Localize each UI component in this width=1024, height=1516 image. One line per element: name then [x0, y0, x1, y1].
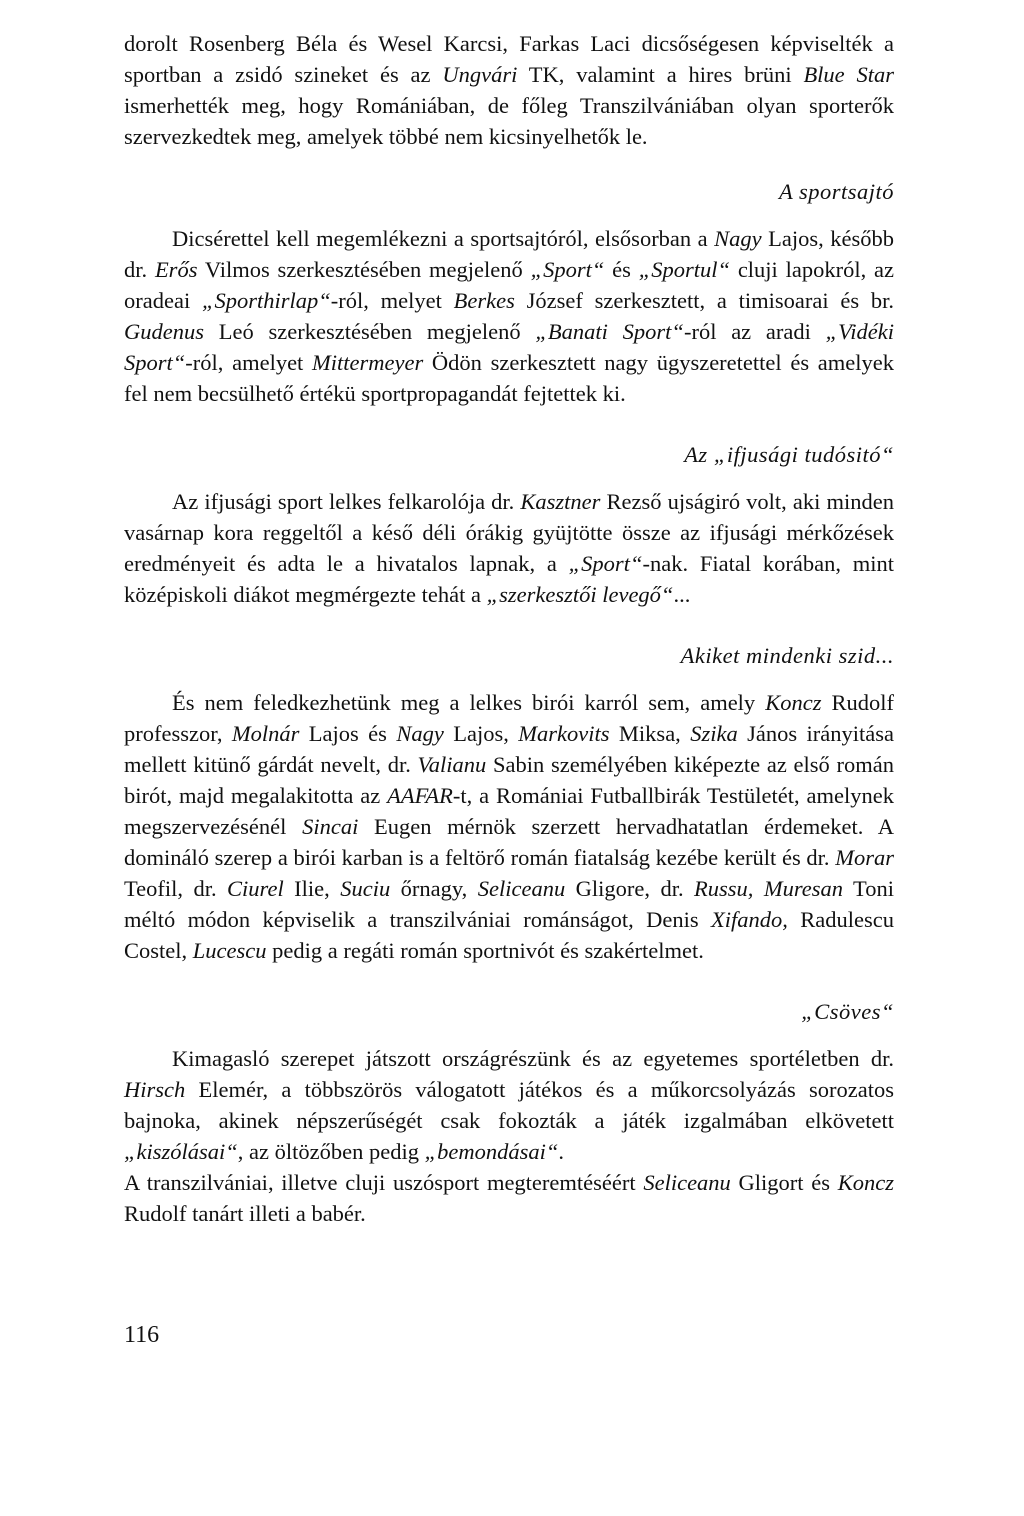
text-run: Nagy	[396, 721, 444, 746]
text-run: „Sport“	[530, 257, 605, 282]
text-run: Ungvári	[442, 62, 518, 87]
text-run: Elemér, a többszörös válogatott játékos és a műkorcsolyázás sorozatos bajnoka, akinek népszerűségét csak fokozták a játék izgalmában elkövetett	[124, 1077, 894, 1133]
text-run: „szerkesztői levegő“	[486, 582, 674, 607]
text-run: cluji lapokról, az oradeai	[124, 257, 894, 313]
text-run: Koncz	[765, 690, 822, 715]
page-number: 116	[124, 1322, 160, 1348]
text-run: Gudenus	[124, 319, 204, 344]
section-heading-ifjusagi-tudosito: Az „ifjusági tudósitó“	[684, 442, 894, 467]
text-run: és	[604, 257, 639, 282]
text-run: Ciurel	[227, 876, 284, 901]
text-run: A transzilvániai, illetve cluji uszósport megteremtéséért	[124, 1170, 644, 1195]
text-run: Sabin személyében kiképezte az első román birót, majd megalakitotta az	[124, 752, 894, 808]
text-run: Dicsérettel kell megemlékezni a sportsajtóról, elsősorban a	[172, 226, 715, 251]
text-run: Lajos,	[443, 721, 519, 746]
text-run: Seliceanu	[643, 1170, 731, 1195]
text-run: „bemondásai“	[424, 1139, 559, 1164]
text-run: ismerhették meg, hogy Romániában, de főleg Transzilvániában olyan sporterők szervezkedtek meg, amelyek többé nem kicsinyelhetők le.	[124, 93, 894, 149]
text-run: Gligort és	[730, 1170, 838, 1195]
text-run: „kiszólásai“	[124, 1139, 238, 1164]
text-run: dorolt Rosenberg Béla és Wesel Karcsi, Farkas Laci dicsőségesen képviselték a sportban a zsidó szineket és az	[124, 31, 894, 87]
text-run: AAFAR	[387, 783, 453, 808]
text-run: Rudolf tanárt illeti a babér.	[124, 1201, 366, 1226]
text-run: Xifando,	[711, 907, 788, 932]
text-run: Szika	[690, 721, 738, 746]
text-run: Rudolf professzor,	[124, 690, 894, 746]
text-run: János irányitása mellett kitünő gárdát nevelt, dr.	[124, 721, 895, 777]
text-run: „Sport“	[568, 551, 643, 576]
text-run: „Banati Sport“	[535, 319, 684, 344]
text-run: -ról, melyet	[330, 288, 454, 313]
text-run: Seliceanu	[477, 876, 566, 901]
text-run: Teofil, dr.	[124, 876, 228, 901]
text-run: .	[558, 1139, 565, 1164]
text-run: Kasztner	[520, 489, 601, 514]
document-page	[124, 28, 894, 1229]
text-run: Rezső ujságiró volt, aki minden vasárnap kora reggeltől a késő déli órákig gyüjtötte össze az ifjusági mérkőzések eredményeit és adta le a hivatalos lapnak, a	[124, 489, 894, 576]
text-run: -ról, amelyet	[185, 350, 313, 375]
text-run: Erős	[154, 257, 198, 282]
text-run: ...	[673, 582, 691, 607]
text-run: , az öltözőben pedig	[237, 1139, 425, 1164]
text-run: Markovits	[518, 721, 610, 746]
paragraph-biroi-kar	[124, 687, 894, 966]
text-run: „Sportul“	[638, 257, 731, 282]
text-run: Hirsch	[124, 1077, 186, 1102]
section-heading-csoves: „Csöves“	[801, 999, 894, 1024]
section-heading-sportsajto: A sportsajtó	[779, 179, 894, 204]
text-run: pedig a regáti román sportnivót és szakértelmet.	[266, 938, 704, 963]
text-run: -t, a Romániai Futballbirák Testületét, amelynek megszervezésénél	[124, 783, 894, 839]
text-run: Valianu	[417, 752, 487, 777]
text-run: -nak. Fiatal korában, mint középiskoli diákot megmérgezte tehát a	[124, 551, 894, 607]
text-run: Leó szerkesztésében megjelenő	[204, 319, 536, 344]
paragraph-ifjusagi-tudosito	[124, 486, 894, 610]
paragraph-intro	[124, 28, 894, 152]
text-run: József szerkesztett, a timisoarai és br.	[514, 288, 894, 313]
text-run: Lucescu	[192, 938, 267, 963]
text-run: Miksa,	[609, 721, 691, 746]
text-run: Toni méltó módon képviselik a transzilvániai románságot, Denis	[124, 876, 894, 932]
text-run: Berkes	[453, 288, 515, 313]
text-run: Lajos és	[299, 721, 397, 746]
section-heading-akiket-mindenki-szid: Akiket mindenki szid...	[680, 643, 894, 668]
text-run: Molnár	[231, 721, 300, 746]
text-run: Russu, Muresan	[694, 876, 844, 901]
text-run: Az ifjusági sport lelkes felkarolója dr.	[172, 489, 521, 514]
text-run: Ilie,	[283, 876, 341, 901]
text-run: Radulescu Costel,	[124, 907, 894, 963]
paragraph-sportsajto	[124, 223, 894, 409]
text-run: Lajos, később dr.	[124, 226, 894, 282]
text-run: Sincai	[302, 814, 359, 839]
text-run: TK, valamint a hires brüni	[517, 62, 804, 87]
text-run: „Sporthirlap“	[201, 288, 331, 313]
text-run: Nagy	[714, 226, 762, 251]
text-run: Suciu	[340, 876, 391, 901]
text-run: Eugen mérnök szerzett hervadhatatlan érdemeket. A domináló szerep a birói karban is a feltörő román fiatalság kezébe került és dr.	[124, 814, 894, 870]
text-run: őrnagy,	[390, 876, 478, 901]
text-run: Blue Star	[803, 62, 894, 87]
text-run: Mittermeyer	[312, 350, 424, 375]
text-run: Gligore, dr.	[565, 876, 695, 901]
text-run: Kimagasló szerepet játszott országrészünk és az egyetemes sportéletben dr.	[172, 1046, 894, 1071]
paragraph-uszosport	[124, 1167, 894, 1229]
text-run: -ról az aradi	[683, 319, 826, 344]
text-run: Vilmos szerkesztésében megjelenő	[197, 257, 531, 282]
text-run: Morar	[835, 845, 894, 870]
text-run: És nem feledkezhetünk meg a lelkes birói karról sem, amely	[172, 690, 766, 715]
paragraph-csoves	[124, 1043, 894, 1167]
text-run: „Vidéki Sport“	[124, 319, 894, 375]
text-run: Ödön szerkesztett nagy ügyszeretettel és amelyek fel nem becsülhető értékü sportpropagandát fejtettek ki.	[124, 350, 894, 406]
text-run: Koncz	[837, 1170, 894, 1195]
